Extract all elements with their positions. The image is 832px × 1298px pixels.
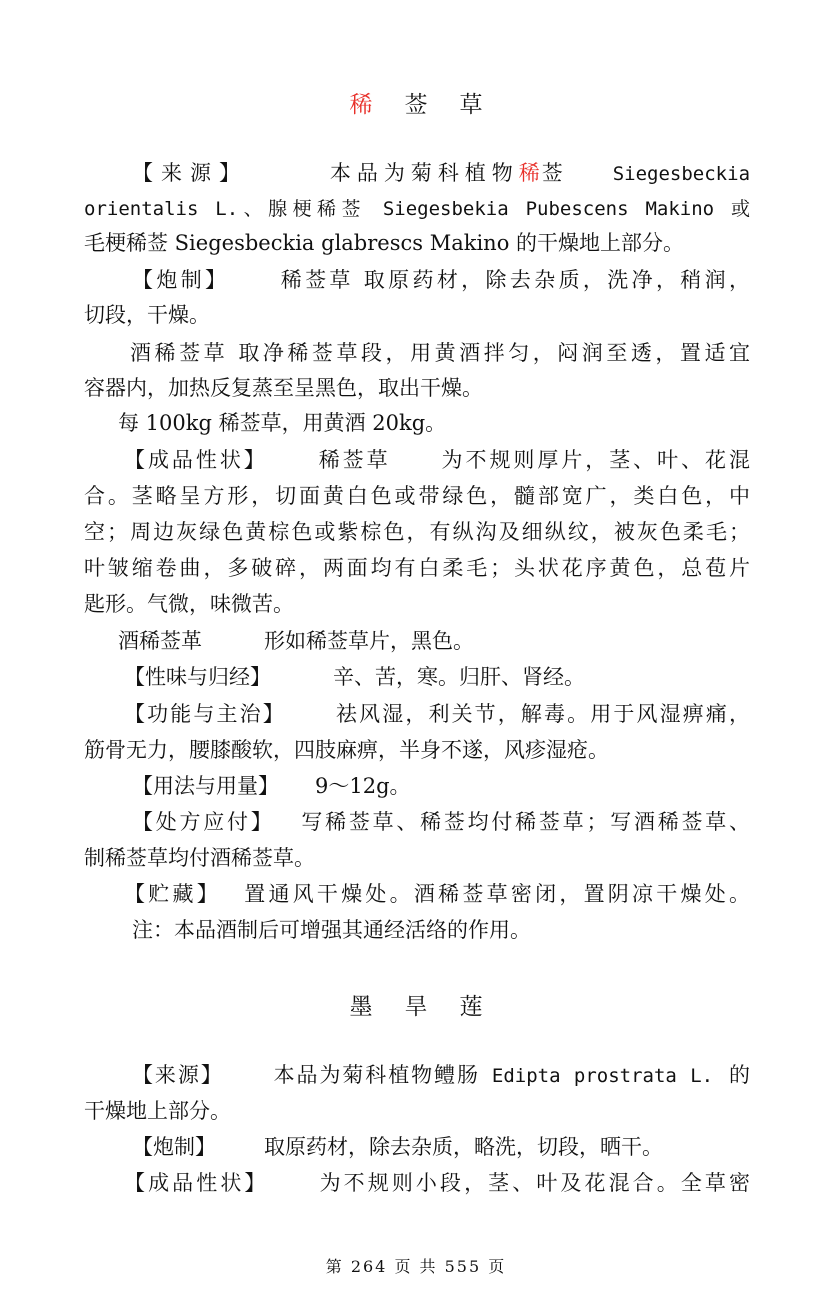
taste-line: 【性味与归经】 辛、苦，寒。归肝、肾经。	[84, 660, 750, 694]
title-rest: 莶草	[404, 92, 515, 118]
prep-line-1: 【炮制】 稀莶草 取原药材，除去杂质，洗净，稍润，	[84, 263, 750, 297]
trait-line-4: 叶皱缩卷曲，多破碎，两面均有白柔毛；头状花序黄色，总苞片	[84, 556, 750, 580]
func-label: 【功能与主治】	[124, 702, 286, 726]
wine-line-1: 酒稀莶草 取净稀莶草段，用黄酒拌匀，闷润至透，置适宜	[130, 341, 750, 365]
source-line-2: orientalis L.、腺梗稀莶 Siegesbekia Pubescens Makino 或	[84, 198, 750, 220]
func-line-1: 【功能与主治】 祛风湿，利关节，解毒。用于风湿痹痛，	[84, 697, 750, 731]
source-label: 【来源】	[132, 161, 248, 185]
s2-prep-label: 【炮制】	[132, 1135, 216, 1159]
rx-line-2: 制稀莶草均付酒稀莶草。	[84, 846, 315, 870]
s2-source-line-2: 干燥地上部分。	[84, 1099, 231, 1123]
func-line-2: 筋骨无力，腰膝酸软，四肢麻痹，半身不遂，风疹湿疮。	[84, 738, 609, 762]
page-footer: 第 264 页 共 555 页	[325, 1257, 507, 1276]
rx-line-1: 【处方应付】 写稀莶草、稀莶均付稀莶草；写酒稀莶草、	[84, 805, 750, 839]
prep-label: 【炮制】	[132, 268, 230, 292]
red-char: 稀	[518, 161, 542, 185]
trait-line-2: 合。茎略呈方形，切面黄白色或带绿色，髓部宽广，类白色，中	[84, 484, 750, 508]
s2-source-label: 【来源】	[132, 1063, 224, 1087]
trait-label: 【成品性状】	[124, 448, 268, 472]
s2-trait-label: 【成品性状】	[124, 1171, 269, 1195]
s2-source-line-1: 【来源】 本品为菊科植物鳢肠 Edipta prostrata L. 的	[84, 1058, 750, 1092]
trait-wine-line: 酒稀莶革 形如稀莶草片，黑色。	[118, 629, 474, 653]
wine-line-2: 容器内，加热反复蒸至呈黑色，取出干燥。	[84, 376, 483, 400]
note-line: 注：本品酒制后可增强其通经活络的作用。	[132, 918, 531, 942]
trait-line-1: 【成品性状】 稀莶草 为不规则厚片，茎、叶、花混	[84, 443, 750, 477]
prep-line-2: 切段，干燥。	[84, 303, 210, 327]
section-title-mohanlian: 墨旱莲	[349, 994, 515, 1020]
store-label: 【贮藏】	[124, 882, 221, 906]
source-line-3: 毛梗稀莶 Siegesbeckia glabrescs Makino 的干燥地上部分。	[84, 231, 685, 255]
s2-trait-line-1: 【成品性状】 为不规则小段，茎、叶及花混合。全草密	[84, 1166, 750, 1200]
trait-line-5: 匙形。气微，味微苦。	[84, 592, 294, 616]
title-red-char: 稀	[349, 92, 405, 118]
usage-line: 【用法与用量】 9～12g。	[84, 769, 750, 803]
store-line: 【贮藏】 置通风干燥处。酒稀莶草密闭，置阴凉干燥处。	[84, 877, 750, 911]
usage-label: 【用法与用量】	[132, 774, 279, 798]
section-title-xixiancao	[0, 86, 832, 119]
source-line-1: 【来源】 本品为菊科植物稀莶 Siegesbeckia	[84, 156, 750, 190]
rx-label: 【处方应付】	[132, 810, 275, 834]
s2-prep-line: 【炮制】 取原药材，除去杂质，略洗，切段，晒干。	[84, 1130, 750, 1164]
wine-line-3: 每 100kg 稀莶草，用黄酒 20kg。	[118, 411, 447, 435]
taste-label: 【性味与归经】	[124, 665, 271, 689]
trait-line-3: 空；周边灰绿色黄棕色或紫棕色，有纵沟及细纵纹，被灰色柔毛；	[84, 520, 750, 544]
